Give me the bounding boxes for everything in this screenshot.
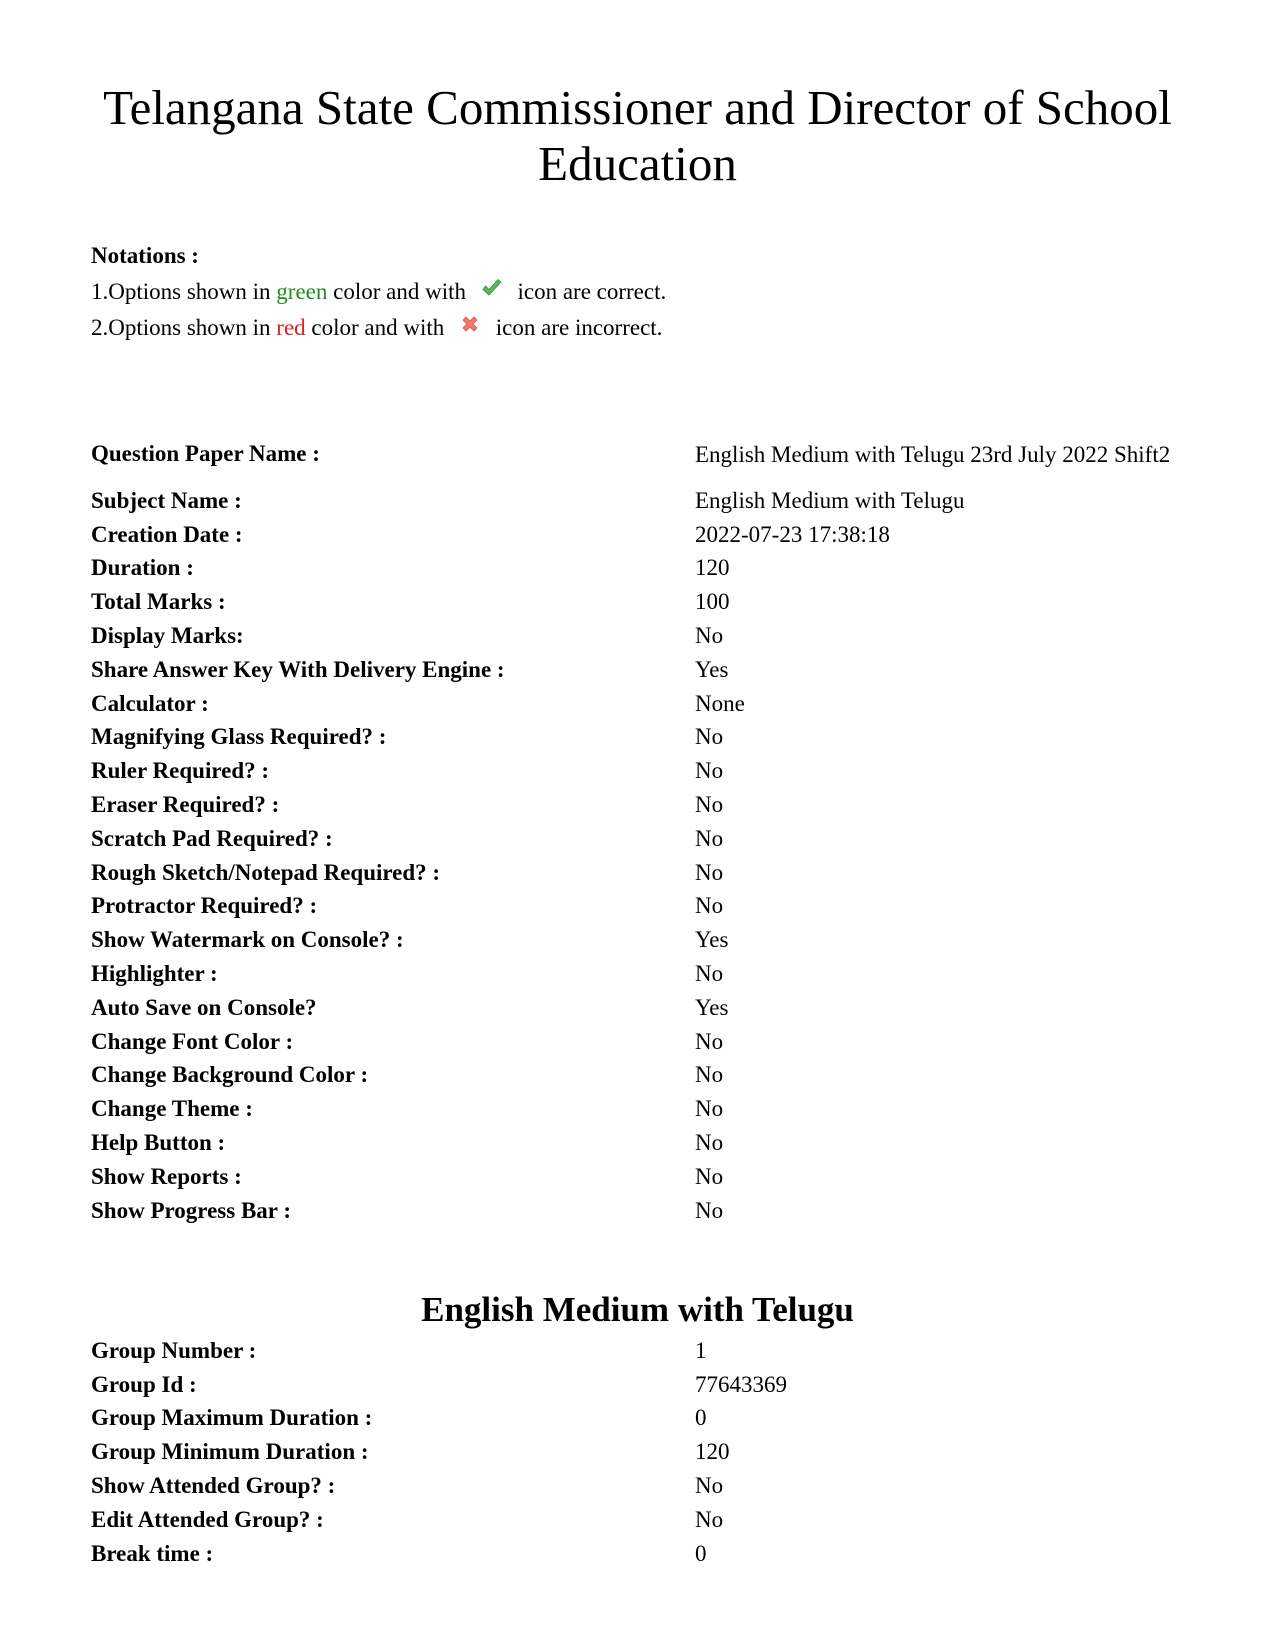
paper-info-row-value: No bbox=[695, 792, 724, 818]
paper-info-row-label: Show Watermark on Console? : bbox=[91, 927, 404, 953]
group-info-row-value: 77643369 bbox=[695, 1371, 787, 1397]
paper-info-row bbox=[91, 991, 1201, 1025]
group-info-row-value: No bbox=[695, 1506, 724, 1532]
paper-info-row-value: English Medium with Telugu bbox=[695, 487, 965, 513]
paper-info-row-value: No bbox=[695, 859, 724, 885]
paper-info-row-label: Question Paper Name : bbox=[91, 441, 320, 466]
paper-info-row-value: No bbox=[695, 893, 724, 919]
notation-incorrect-prefix: 2.Options shown in bbox=[91, 315, 277, 340]
group-info-row-label: Show Attended Group? : bbox=[91, 1473, 336, 1499]
paper-info-row-label: Help Button : bbox=[91, 1130, 226, 1156]
group-info-row bbox=[91, 1537, 1201, 1571]
notation-correct-prefix: 1.Options shown in bbox=[91, 279, 277, 304]
paper-info-row bbox=[91, 890, 1201, 924]
group-info-row-value: 120 bbox=[695, 1439, 730, 1465]
paper-info-row bbox=[91, 1160, 1201, 1194]
paper-info-row bbox=[91, 856, 1201, 890]
paper-info-row-value: No bbox=[695, 825, 724, 851]
group-info-row bbox=[91, 1503, 1201, 1537]
paper-info-row-value: No bbox=[695, 961, 724, 987]
paper-info-row-label: Duration : bbox=[91, 555, 194, 581]
notation-red-word: red bbox=[276, 315, 306, 340]
group-info-row bbox=[91, 1334, 1201, 1368]
paper-info-row bbox=[91, 957, 1201, 991]
paper-info-row-label: Eraser Required? : bbox=[91, 792, 280, 818]
paper-info-row-label: Change Background Color : bbox=[91, 1062, 369, 1088]
paper-info-row bbox=[91, 1059, 1201, 1093]
paper-info-row-value: No bbox=[695, 1028, 724, 1054]
group-info-row-label: Group Maximum Duration : bbox=[91, 1405, 373, 1431]
paper-info-row-value: Yes bbox=[695, 656, 729, 682]
paper-info-row-value: No bbox=[695, 724, 724, 750]
group-info-row-value: 0 bbox=[695, 1540, 707, 1566]
paper-info-row bbox=[91, 1194, 1201, 1228]
group-info-row-value: 1 bbox=[695, 1337, 707, 1363]
paper-info-row bbox=[91, 484, 1201, 518]
paper-info-row-label: Subject Name : bbox=[91, 487, 242, 513]
notation-incorrect-middle: color and with bbox=[305, 315, 451, 340]
paper-info-row bbox=[91, 923, 1201, 957]
paper-info-row bbox=[91, 552, 1201, 586]
group-info-row-value: 0 bbox=[695, 1405, 707, 1431]
notation-green-word: green bbox=[276, 279, 328, 304]
paper-info-row bbox=[91, 585, 1201, 619]
document-title: Telangana State Commissioner and Director of School Education bbox=[103, 80, 1172, 191]
group-info-row bbox=[91, 1469, 1201, 1503]
paper-info-row-label: Share Answer Key With Delivery Engine : bbox=[91, 656, 505, 682]
paper-info-row bbox=[91, 754, 1201, 788]
paper-info-row bbox=[91, 687, 1201, 721]
paper-info-row-value: No bbox=[695, 1062, 724, 1088]
group-info-row-label: Group Minimum Duration : bbox=[91, 1439, 369, 1465]
paper-info-row-value: 120 bbox=[695, 555, 730, 581]
paper-info-row-label: Auto Save on Console? bbox=[91, 994, 317, 1020]
paper-info-row-label: Protractor Required? : bbox=[91, 893, 318, 919]
group-section-title: English Medium with Telugu bbox=[421, 1290, 854, 1329]
group-info-row-label: Group Number : bbox=[91, 1337, 257, 1363]
paper-info-row bbox=[91, 518, 1201, 552]
paper-info-row-label: Magnifying Glass Required? : bbox=[91, 724, 387, 750]
paper-info-row bbox=[91, 1126, 1201, 1160]
paper-info-row-label: Creation Date : bbox=[91, 521, 243, 547]
paper-info-row-label: Change Font Color : bbox=[91, 1028, 294, 1054]
paper-info-row bbox=[91, 822, 1201, 856]
paper-info-row-value: English Medium with Telugu 23rd July 2022 Shift2 bbox=[695, 441, 1171, 467]
paper-info-row-value: No bbox=[695, 1163, 724, 1189]
paper-info-row bbox=[91, 653, 1201, 687]
paper-info-row bbox=[91, 788, 1201, 822]
paper-info-row-label: Highlighter : bbox=[91, 961, 218, 987]
paper-info-row-value: 2022-07-23 17:38:18 bbox=[695, 521, 890, 547]
paper-info-row-label: Change Theme : bbox=[91, 1096, 253, 1122]
paper-info-row-value: No bbox=[695, 1130, 724, 1156]
paper-info-row-value: No bbox=[695, 623, 724, 649]
notation-correct bbox=[91, 274, 666, 310]
notation-correct-middle: color and with bbox=[327, 279, 472, 304]
notation-incorrect bbox=[91, 310, 666, 346]
paper-info-row-label: Rough Sketch/Notepad Required? : bbox=[91, 859, 441, 885]
paper-info-row-value: Yes bbox=[695, 994, 729, 1020]
group-info-row-label: Edit Attended Group? : bbox=[91, 1506, 324, 1532]
paper-info-row-label: Display Marks: bbox=[91, 623, 244, 649]
paper-info-row bbox=[91, 721, 1201, 755]
paper-info-row-label: Calculator : bbox=[91, 690, 209, 716]
paper-info-row-value: Yes bbox=[695, 927, 729, 953]
cross-icon bbox=[458, 312, 482, 336]
paper-info-row-label: Show Reports : bbox=[91, 1163, 242, 1189]
paper-info-row-label: Total Marks : bbox=[91, 589, 226, 615]
paper-info-row-value: No bbox=[695, 1197, 724, 1223]
group-info-row-label: Break time : bbox=[91, 1540, 214, 1566]
paper-info-row-value: No bbox=[695, 758, 724, 784]
notation-incorrect-suffix: icon are incorrect. bbox=[490, 315, 663, 340]
group-info-row-label: Group Id : bbox=[91, 1371, 197, 1397]
paper-info-row-value: No bbox=[695, 1096, 724, 1122]
group-info-row bbox=[91, 1368, 1201, 1402]
notations-heading: Notations : bbox=[91, 243, 199, 268]
group-info-row bbox=[91, 1402, 1201, 1436]
paper-info-row bbox=[91, 424, 1201, 484]
paper-info-row-value: None bbox=[695, 690, 745, 716]
group-info-table bbox=[91, 1334, 1201, 1571]
paper-info-row-label: Scratch Pad Required? : bbox=[91, 825, 333, 851]
paper-info-row bbox=[91, 619, 1201, 653]
paper-info-row-label: Show Progress Bar : bbox=[91, 1197, 291, 1223]
notations-block bbox=[91, 238, 666, 346]
paper-info-row bbox=[91, 1025, 1201, 1059]
notation-correct-suffix: icon are correct. bbox=[511, 279, 667, 304]
paper-info-row bbox=[91, 1092, 1201, 1126]
check-icon bbox=[480, 276, 504, 300]
paper-info-table bbox=[91, 424, 1201, 1228]
group-info-row-value: No bbox=[695, 1473, 724, 1499]
paper-info-row-label: Ruler Required? : bbox=[91, 758, 270, 784]
paper-info-row-value: 100 bbox=[695, 589, 730, 615]
group-info-row bbox=[91, 1435, 1201, 1469]
